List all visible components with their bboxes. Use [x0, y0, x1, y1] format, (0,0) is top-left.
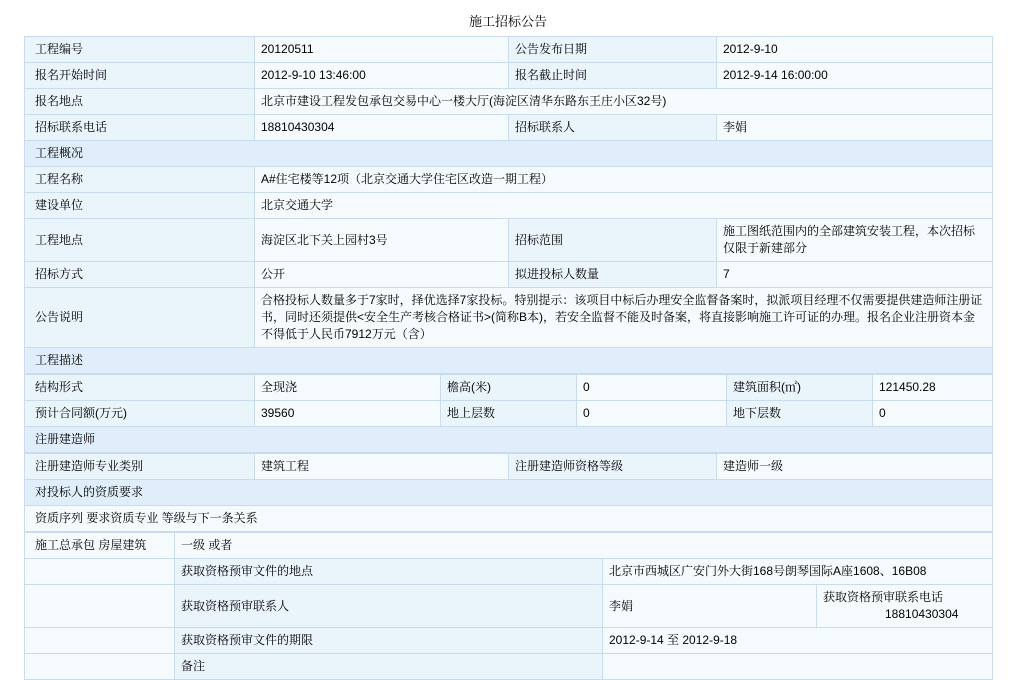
- section-header-row: [25, 427, 993, 453]
- builder-grade-value: 建造师一级: [717, 454, 993, 480]
- planned-bidders-label: 拟进投标人数量: [509, 262, 717, 288]
- project-code-value: 20120511: [255, 37, 509, 63]
- prequal-place-value: 北京市西城区广安门外大街168号朗琴国际A座1608、16B08: [603, 559, 993, 585]
- prequal-phone-value: 18810430304: [885, 607, 959, 621]
- table-row: [25, 454, 993, 480]
- spacer-cell: [25, 628, 175, 654]
- prequal-contact-value: 李娟: [603, 585, 817, 628]
- table-row: [25, 506, 993, 532]
- table-row: [25, 654, 993, 680]
- contract-amount-label: 预计合同额(万元): [25, 401, 255, 427]
- qualification-grade-value: 一级 或者: [175, 533, 993, 559]
- remark-label: 备注: [175, 654, 603, 680]
- under-floors-value: 0: [873, 401, 993, 427]
- apply-place-label: 报名地点: [25, 89, 255, 115]
- structure-label: 结构形式: [25, 375, 255, 401]
- section-overview: 工程概况: [25, 141, 993, 167]
- notice-value: 合格投标人数量多于7家时，择优选择7家投标。特别提示：该项目中标后办理安全监督备案时，拟派项目经理不仅需要提供建造师注册证书，同时还须提供<安全生产考核合格证书>(简称B本)，若安全监督不能及时备案，将直接影响施工许可证的办理。报名企业注册资本金不得低于人民币7912万元（含）: [255, 288, 993, 348]
- table-row: [25, 585, 993, 628]
- project-name-label: 工程名称: [25, 167, 255, 193]
- table-row: [25, 401, 993, 427]
- table-row: [25, 533, 993, 559]
- section-header-row: [25, 141, 993, 167]
- build-area-label: 建筑面积(㎡): [727, 375, 873, 401]
- apply-end-label: 报名截止时间: [509, 63, 717, 89]
- build-area-value: 121450.28: [873, 375, 993, 401]
- qualification-line-1: 资质序列 要求资质专业 等级与下一条关系: [25, 506, 993, 532]
- publish-date-label: 公告发布日期: [509, 37, 717, 63]
- spacer-cell: [25, 585, 175, 628]
- notice-label: 公告说明: [25, 288, 255, 348]
- planned-bidders-value: 7: [717, 262, 993, 288]
- table-row: [25, 288, 993, 348]
- bid-announcement-document: [24, 8, 992, 680]
- bid-scope-value: 施工图纸范围内的全部建筑安装工程，本次招标仅限于新建部分: [717, 219, 993, 262]
- prequal-phone-label: 获取资格预审联系电话: [823, 590, 944, 604]
- table-row: [25, 262, 993, 288]
- prequal-contact-label: 获取资格预审联系人: [175, 585, 603, 628]
- table-row: [25, 193, 993, 219]
- builder-major-value: 建筑工程: [255, 454, 509, 480]
- table-row: [25, 89, 993, 115]
- apply-start-label: 报名开始时间: [25, 63, 255, 89]
- project-code-label: 工程编号: [25, 37, 255, 63]
- section-description: 工程描述: [25, 348, 993, 374]
- qualification-table: [24, 532, 993, 680]
- build-unit-label: 建设单位: [25, 193, 255, 219]
- prequal-place-label: 获取资格预审文件的地点: [175, 559, 603, 585]
- project-site-value: 海淀区北下关上园村3号: [255, 219, 509, 262]
- section-qualification: 对投标人的资质要求: [25, 480, 993, 506]
- builder-table: [24, 453, 993, 532]
- table-row: [25, 375, 993, 401]
- apply-end-value: 2012-9-14 16:00:00: [717, 63, 993, 89]
- prequal-period-label: 获取资格预审文件的期限: [175, 628, 603, 654]
- table-row: [25, 628, 993, 654]
- contact-person-label: 招标联系人: [509, 115, 717, 141]
- above-floors-label: 地上层数: [441, 401, 577, 427]
- table-row: [25, 63, 993, 89]
- contract-amount-value: 39560: [255, 401, 441, 427]
- contact-phone-value: 18810430304: [255, 115, 509, 141]
- apply-start-value: 2012-9-10 13:46:00: [255, 63, 509, 89]
- eaves-height-label: 檐高(米): [441, 375, 577, 401]
- apply-place-value: 北京市建设工程发包承包交易中心一楼大厅(海淀区清华东路东王庄小区32号): [255, 89, 993, 115]
- bid-method-value: 公开: [255, 262, 509, 288]
- announcement-table: [24, 36, 993, 374]
- section-builder: 注册建造师: [25, 427, 993, 453]
- spacer-cell: [25, 654, 175, 680]
- section-header-row: [25, 480, 993, 506]
- table-row: [25, 167, 993, 193]
- above-floors-value: 0: [577, 401, 727, 427]
- remark-value: [603, 654, 993, 680]
- table-row: [25, 115, 993, 141]
- builder-grade-label: 注册建造师资格等级: [509, 454, 717, 480]
- bid-method-label: 招标方式: [25, 262, 255, 288]
- prequal-period-value: 2012-9-14 至 2012-9-18: [603, 628, 993, 654]
- prequal-phone-cell: [817, 585, 993, 628]
- contact-phone-label: 招标联系电话: [25, 115, 255, 141]
- contact-person-value: 李娟: [717, 115, 993, 141]
- eaves-height-value: 0: [577, 375, 727, 401]
- bid-scope-label: 招标范围: [509, 219, 717, 262]
- section-header-row: [25, 348, 993, 374]
- table-row: [25, 37, 993, 63]
- qualification-series-value: 施工总承包 房屋建筑: [25, 533, 175, 559]
- spacer-cell: [25, 559, 175, 585]
- project-name-value: A#住宅楼等12项（北京交通大学住宅区改造一期工程）: [255, 167, 993, 193]
- table-row: [25, 559, 993, 585]
- table-row: [25, 219, 993, 262]
- build-unit-value: 北京交通大学: [255, 193, 993, 219]
- structure-value: 全现浇: [255, 375, 441, 401]
- builder-major-label: 注册建造师专业类别: [25, 454, 255, 480]
- description-table: [24, 374, 993, 453]
- page-title: 施工招标公告: [468, 14, 547, 29]
- publish-date-value: 2012-9-10: [717, 37, 993, 63]
- project-site-label: 工程地点: [25, 219, 255, 262]
- under-floors-label: 地下层数: [727, 401, 873, 427]
